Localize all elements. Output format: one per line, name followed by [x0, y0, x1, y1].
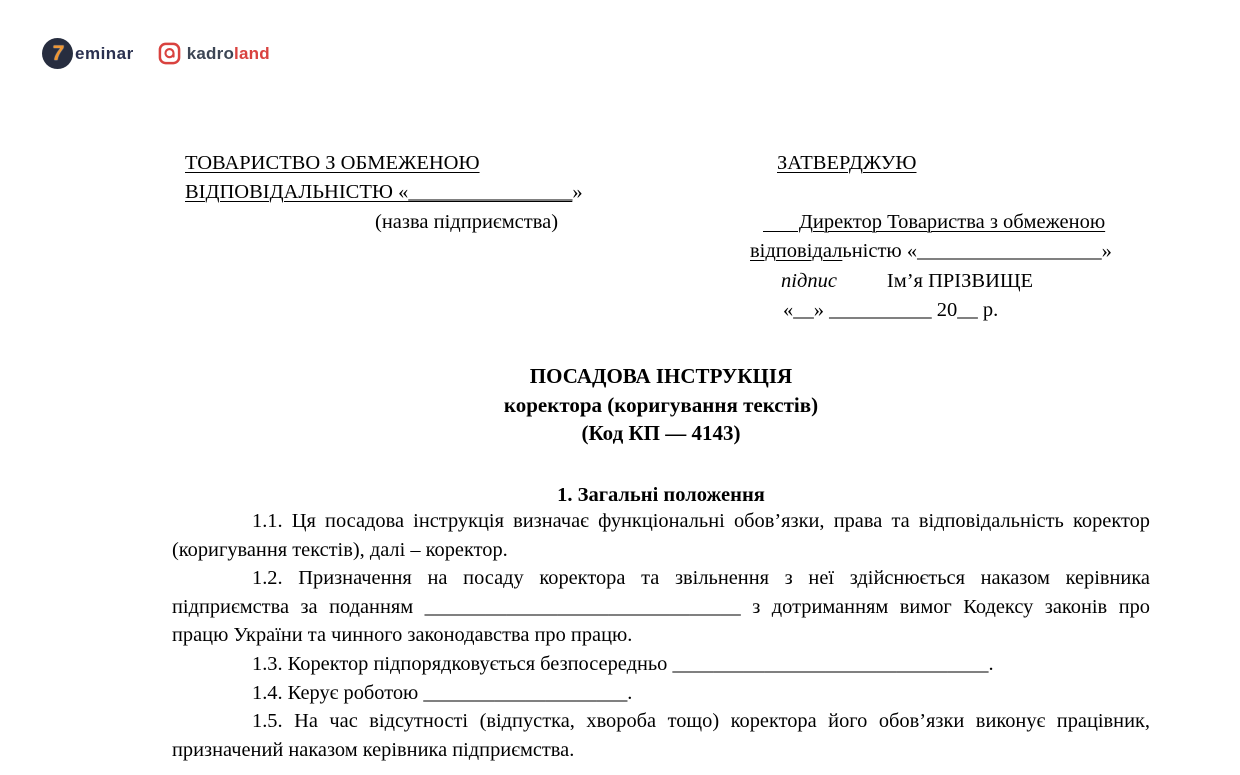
responsibility-line	[750, 237, 1210, 266]
signature-label: підпис	[781, 269, 837, 292]
company-name-line2	[185, 178, 675, 207]
date-line	[750, 296, 1210, 325]
kadroland-paperclip-icon	[158, 42, 181, 65]
title-line-1: ПОСАДОВА ІНСТРУКЦІЯ	[529, 364, 793, 388]
paragraph-1-3: 1.3. Коректор підпорядковується безпосередньо _______________________________.	[252, 652, 994, 675]
section-1-heading: 1. Загальні положення	[557, 484, 765, 506]
director-line	[763, 208, 1210, 237]
seminar-wordmark: eminar	[75, 43, 134, 63]
responsibility-plain-part: ьністю «	[842, 240, 918, 263]
title-line-3: (Код КП — 4143)	[581, 421, 741, 446]
responsibility-underlined-part: відповідал	[750, 240, 843, 263]
seminar-logo	[42, 38, 134, 69]
brand-logo-row	[42, 38, 270, 69]
section-1-body	[172, 507, 1150, 764]
seven-glyph: 7	[50, 42, 65, 65]
paragraph-1-5: 1.5. На час відсутності (відпустка, хвороба тощо) коректора його обов’язки виконує працівник, призначений наказом керівника підприємства.	[172, 710, 1150, 761]
kadroland-logo	[158, 42, 270, 65]
closing-quote: »	[572, 181, 583, 204]
company-name-text: ТОВАРИСТВО З ОБМЕЖЕНОЮ	[185, 152, 480, 174]
approve-label: ЗАТВЕРДЖУЮ	[777, 152, 917, 174]
approve-line	[777, 149, 1210, 178]
company-name-block	[185, 149, 675, 237]
closing-quote: »	[1101, 240, 1112, 263]
title-line-2: коректора (коригування текстів)	[503, 392, 819, 417]
paragraph-1-4: 1.4. Керує роботою ____________________.	[252, 681, 633, 704]
seminar-circle-icon	[42, 38, 73, 69]
spacer-row	[750, 178, 1210, 207]
company-name-blank-field: ВІДПОВІДАЛЬНІСТЮ «________________	[185, 181, 573, 204]
kadroland-wordmark-primary: kadro	[186, 43, 235, 63]
kadroland-wordmark	[187, 44, 270, 64]
company-name-caption: (назва підприємства)	[375, 210, 559, 233]
signature-line	[750, 267, 1210, 296]
company-blank-field: __________________	[917, 240, 1102, 263]
date-blank-field: «__» __________ 20__ р.	[783, 299, 999, 322]
company-name-line1	[185, 149, 675, 178]
document-title	[172, 362, 1150, 448]
director-title-text: Директор Товариства з обмеженою	[763, 210, 1106, 233]
approval-block	[750, 149, 1210, 325]
name-placeholder: Ім’я ПРІЗВИЩЕ	[886, 269, 1034, 292]
paragraph-1-2: 1.2. Призначення на посаду коректора та звільнення з неї здійснюється наказом керівника підприємства за поданням _______________________________ з дотриманням вимог Кодексу законів про працю України та чинного законодавства про працю.	[172, 567, 1150, 647]
paragraph-1-1: 1.1. Ця посадова інструкція визначає функціональні обов’язки, права та відповідальність коректор (коригування текстів), далі – коректор.	[172, 510, 1150, 561]
kadroland-wordmark-accent: land	[234, 43, 270, 63]
